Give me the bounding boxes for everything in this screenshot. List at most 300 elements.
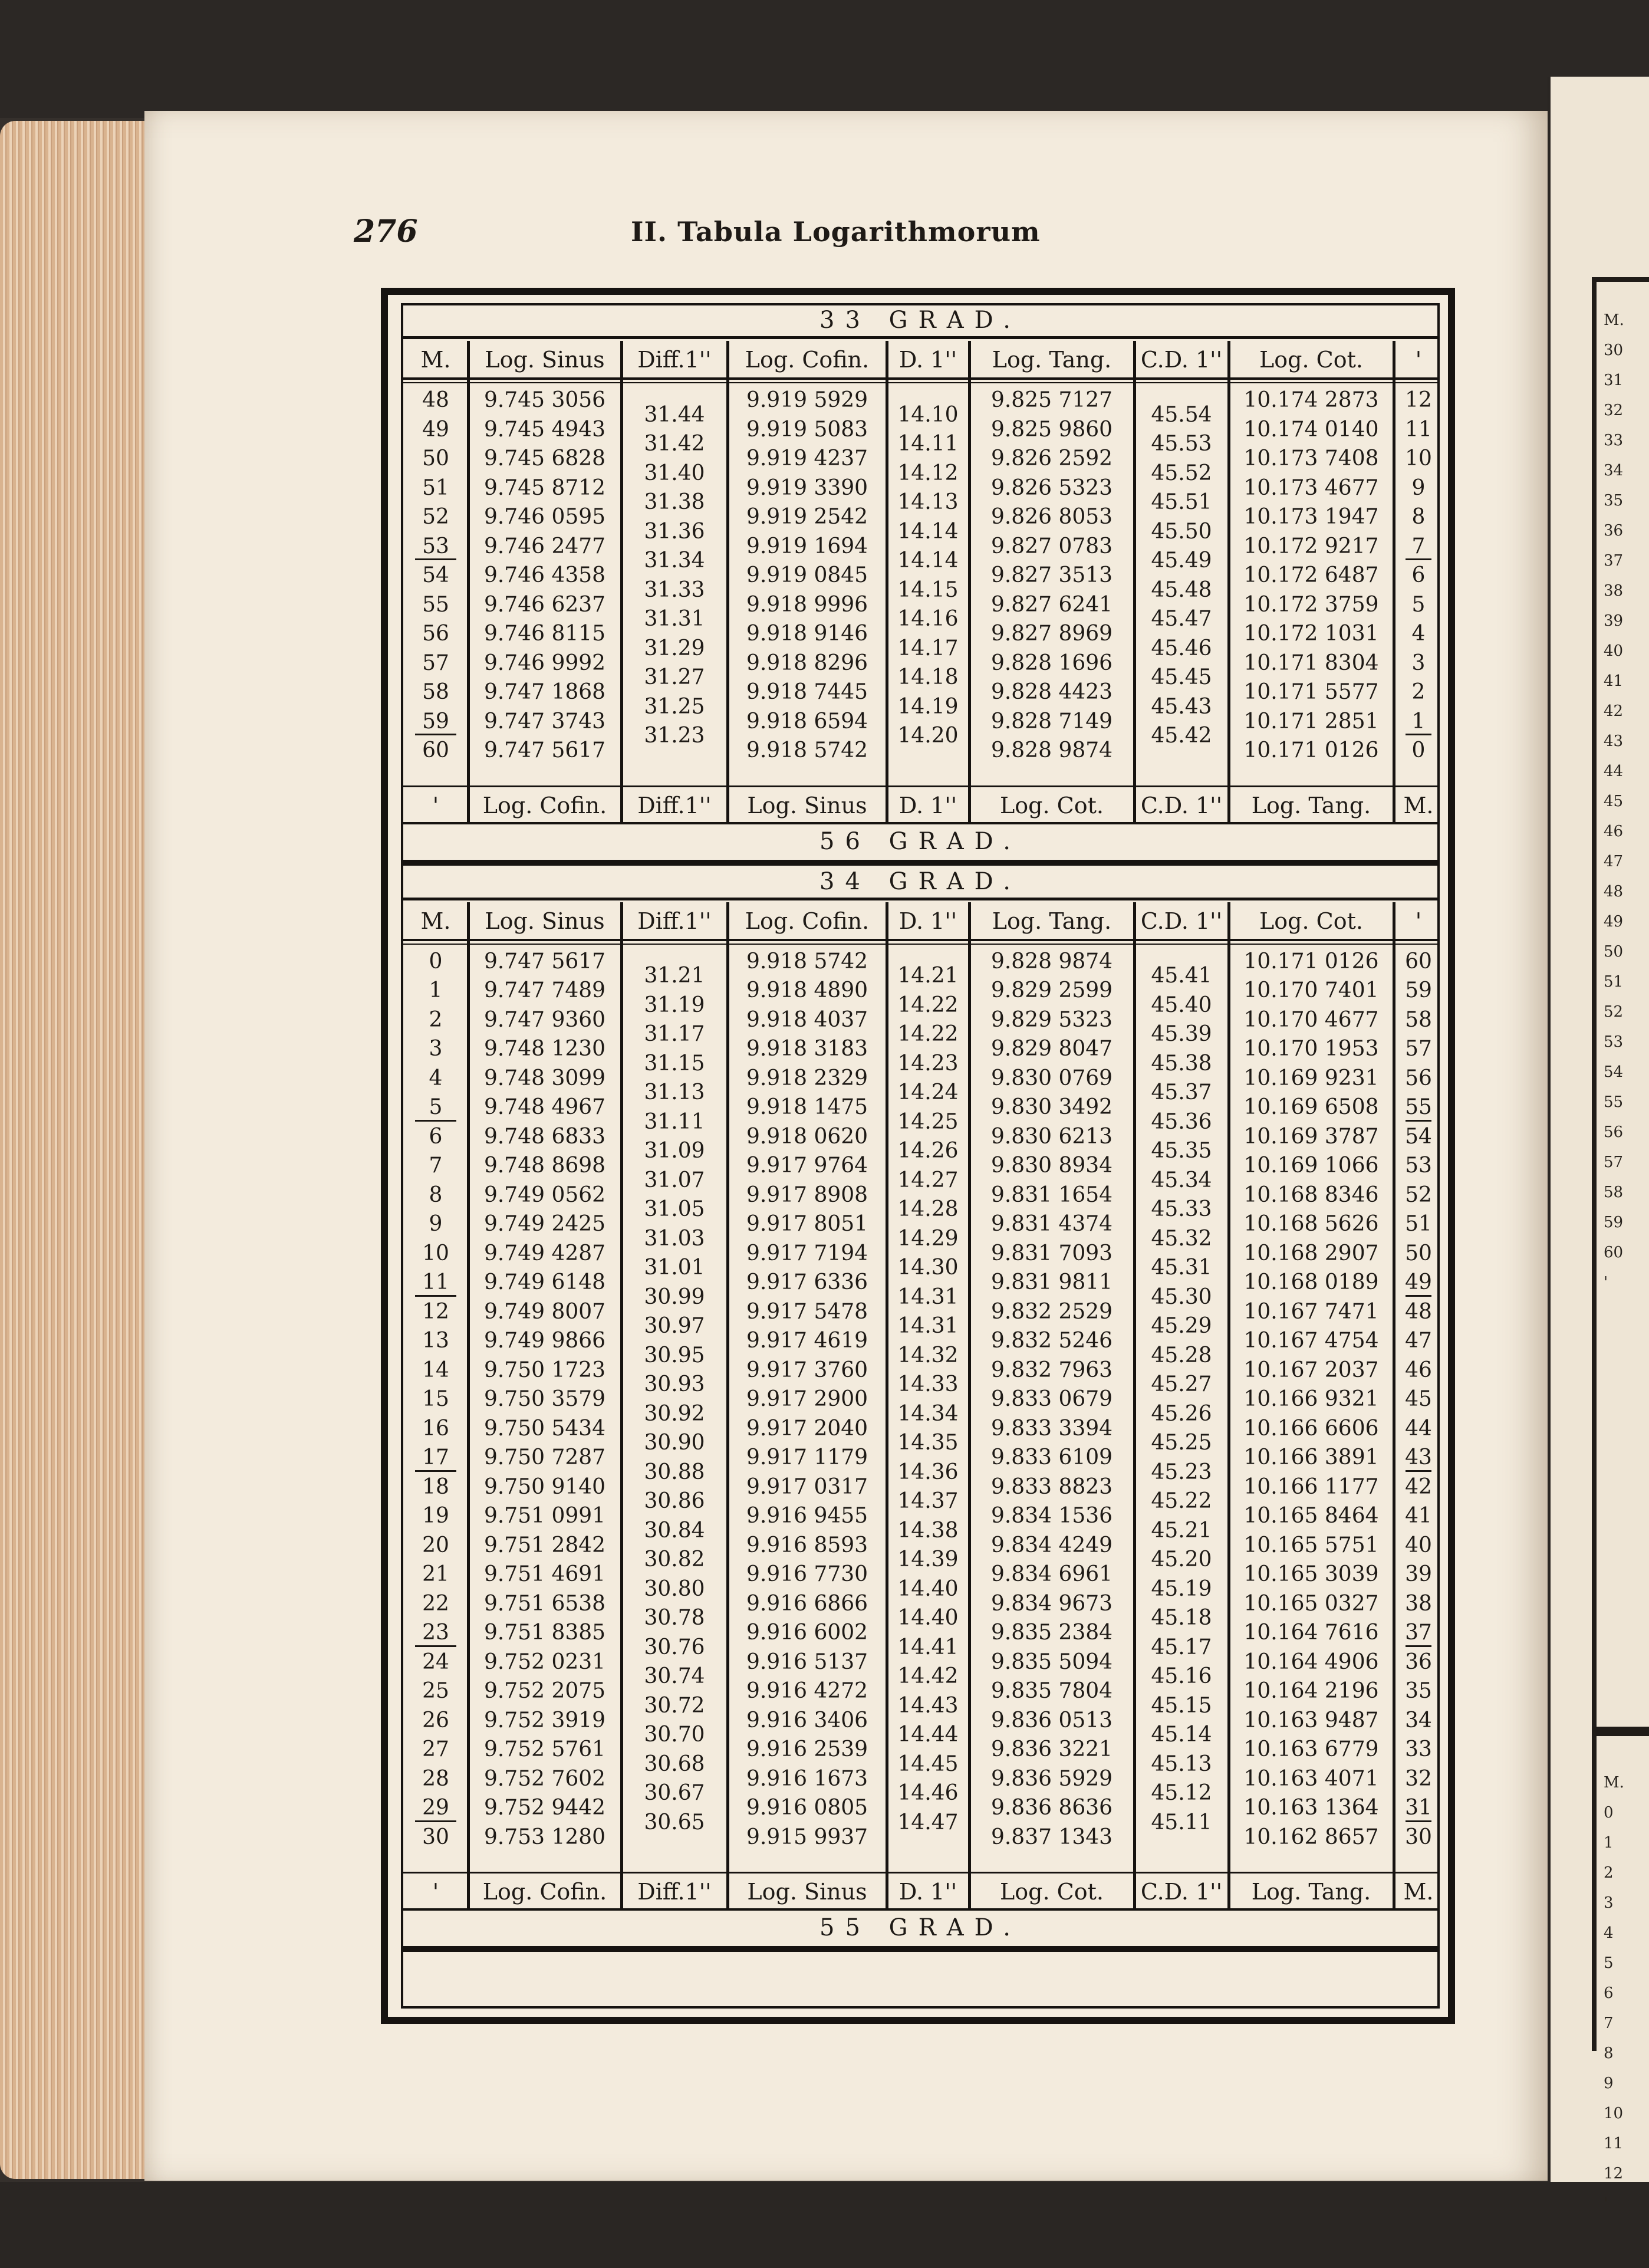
page-number: 276 [354, 213, 418, 249]
log-value-cell: 9.749 8007 [483, 1299, 606, 1324]
facing-minute: 53 [1604, 1033, 1624, 1051]
difference-cell: 45.20 [1151, 1547, 1212, 1572]
log-value-cell: 9.918 8296 [746, 650, 868, 675]
column-header: Log. Cofin. [745, 347, 870, 373]
difference-cell: 14.43 [897, 1693, 959, 1718]
facing-page-fragment [1548, 77, 1649, 2213]
log-value-cell: 9.830 6213 [990, 1124, 1113, 1149]
difference-cell: 14.18 [897, 665, 959, 690]
difference-cell: 31.42 [644, 432, 705, 456]
log-value-cell: 9.831 4374 [990, 1212, 1113, 1236]
complement-minute-cell: 10 [1405, 446, 1432, 471]
difference-cell: 14.15 [897, 577, 959, 602]
difference-cell: 14.41 [897, 1635, 959, 1659]
difference-cell: 30.88 [644, 1460, 705, 1484]
facing-minute: 35 [1604, 492, 1624, 510]
log-value-cell: 9.916 5137 [746, 1649, 868, 1674]
log-value-cell: 10.169 3787 [1243, 1124, 1379, 1149]
column-header: Log. Sinus [485, 908, 605, 934]
difference-cell: 45.40 [1151, 992, 1212, 1017]
log-value-cell: 10.172 6487 [1243, 563, 1379, 587]
facing-minute: 6 [1604, 1984, 1614, 2002]
difference-cell: 14.30 [897, 1255, 959, 1280]
difference-cell: 45.26 [1151, 1401, 1212, 1426]
column-header: Diff.1'' [637, 347, 712, 373]
difference-cell: 45.18 [1151, 1606, 1212, 1631]
column-footer: Log. Cot. [1000, 792, 1104, 819]
facing-minute: 52 [1604, 1003, 1624, 1021]
facing-minute: 32 [1604, 402, 1624, 419]
difference-cell: 31.34 [644, 548, 705, 573]
complement-minute-cell: 38 [1405, 1591, 1432, 1616]
difference-cell: 31.23 [644, 724, 705, 748]
column-header: ' [1415, 908, 1422, 934]
log-value-cell: 10.171 0126 [1243, 949, 1379, 974]
log-value-cell: 10.169 9231 [1243, 1066, 1379, 1090]
complement-minute-cell: 37 [1405, 1621, 1432, 1645]
difference-cell: 30.92 [644, 1401, 705, 1426]
minute-cell: 57 [422, 650, 449, 675]
minute-cell: 16 [422, 1416, 449, 1441]
facing-minute: 30 [1604, 341, 1624, 359]
complement-minute-cell: 1 [1411, 709, 1426, 734]
log-value-cell: 10.164 7616 [1243, 1621, 1379, 1645]
table-section [403, 341, 1437, 822]
log-value-cell: 9.746 2477 [483, 534, 606, 558]
log-value-cell: 9.834 4249 [990, 1533, 1113, 1557]
log-value-cell: 10.165 0327 [1243, 1591, 1379, 1616]
complement-minute-cell: 2 [1411, 680, 1426, 704]
difference-cell: 14.44 [897, 1723, 959, 1747]
difference-cell: 30.95 [644, 1343, 705, 1368]
complement-minute-cell: 48 [1405, 1299, 1432, 1324]
log-value-cell: 10.163 9487 [1243, 1708, 1379, 1733]
table-header [403, 902, 1437, 938]
difference-cell: 45.54 [1151, 402, 1212, 427]
log-value-cell: 9.746 9992 [483, 650, 606, 675]
minute-cell: 1 [429, 978, 443, 1002]
log-value-cell: 9.918 4037 [746, 1007, 868, 1032]
difference-cell: 45.12 [1151, 1781, 1212, 1806]
log-value-cell: 9.915 9937 [746, 1825, 868, 1849]
difference-cell: 45.32 [1151, 1226, 1212, 1251]
log-value-cell: 9.829 2599 [990, 978, 1113, 1002]
complement-minute-cell: 46 [1405, 1357, 1432, 1382]
complement-minute-cell: 58 [1405, 1007, 1432, 1032]
log-value-cell: 9.834 9673 [990, 1591, 1113, 1616]
complement-minute-cell: 51 [1405, 1212, 1432, 1236]
minute-cell: 0 [429, 949, 443, 974]
difference-cell: 30.80 [644, 1576, 705, 1601]
difference-cell: 45.16 [1151, 1664, 1212, 1689]
difference-cell: 14.37 [897, 1489, 959, 1514]
minute-cell: 6 [429, 1124, 443, 1149]
log-value-cell: 10.173 1947 [1243, 505, 1379, 529]
column-header: D. 1'' [898, 347, 957, 373]
log-value-cell: 9.747 1868 [483, 680, 606, 704]
difference-cell: 31.33 [644, 577, 705, 602]
facing-minute: 48 [1604, 883, 1624, 900]
log-value-cell: 10.169 1066 [1243, 1153, 1379, 1178]
difference-cell: 14.40 [897, 1576, 959, 1601]
complement-minute-cell: 59 [1405, 978, 1432, 1002]
complement-minute-cell: 60 [1405, 949, 1432, 974]
log-value-cell: 9.749 6148 [483, 1270, 606, 1294]
complement-minute-cell: 9 [1411, 475, 1426, 500]
facing-minute: 41 [1604, 672, 1624, 690]
minute-cell: 4 [429, 1066, 443, 1090]
complement-minute-cell: 44 [1405, 1416, 1432, 1441]
facing-minute: 1 [1604, 1834, 1614, 1852]
log-value-cell: 10.167 4754 [1243, 1329, 1379, 1353]
column-header: ' [1415, 347, 1422, 373]
log-value-cell: 9.836 3221 [990, 1737, 1113, 1761]
log-value-cell: 9.830 0769 [990, 1066, 1113, 1090]
facing-minute: 34 [1604, 462, 1624, 479]
log-value-cell: 9.828 9874 [990, 949, 1113, 974]
log-value-cell: 9.747 3743 [483, 709, 606, 734]
facing-minute: 59 [1604, 1214, 1624, 1231]
minute-cell: 52 [422, 505, 449, 529]
facing-minute: ' [1604, 1274, 1608, 1291]
difference-cell: 14.26 [897, 1139, 959, 1163]
log-value-cell: 9.747 5617 [483, 949, 606, 974]
log-value-cell: 9.918 1475 [746, 1095, 868, 1119]
log-value-cell: 9.918 2329 [746, 1066, 868, 1090]
log-value-cell: 9.749 9866 [483, 1329, 606, 1353]
log-value-cell: 9.919 3390 [746, 475, 868, 500]
grad-heading-bottom: 55 GRAD. [819, 1914, 1021, 1941]
difference-cell: 14.12 [897, 461, 959, 485]
log-value-cell: 10.167 2037 [1243, 1357, 1379, 1382]
difference-cell: 45.25 [1151, 1431, 1212, 1455]
log-value-cell: 9.745 8712 [483, 475, 606, 500]
row-group-rule [1406, 1645, 1431, 1647]
log-value-cell: 9.917 9764 [746, 1153, 868, 1178]
difference-cell: 14.13 [897, 490, 959, 515]
complement-minute-cell: 32 [1405, 1766, 1432, 1791]
log-value-cell: 9.836 8636 [990, 1796, 1113, 1820]
header-rule [403, 377, 1437, 380]
log-value-cell: 9.830 8934 [990, 1153, 1113, 1178]
difference-cell: 14.45 [897, 1751, 959, 1776]
difference-cell: 14.22 [897, 992, 959, 1017]
header-rule [403, 939, 1437, 941]
log-value-cell: 9.748 6833 [483, 1124, 606, 1149]
row-group-rule [1406, 1820, 1431, 1822]
log-value-cell: 9.747 7489 [483, 978, 606, 1002]
difference-cell: 31.09 [644, 1139, 705, 1163]
log-value-cell: 9.828 9874 [990, 738, 1113, 762]
complement-minute-cell: 40 [1405, 1533, 1432, 1557]
log-value-cell: 9.825 9860 [990, 417, 1113, 442]
rule [403, 822, 1437, 824]
facing-minute: 55 [1604, 1093, 1624, 1111]
column-footer: C.D. 1'' [1140, 792, 1223, 819]
complement-minute-cell: 6 [1411, 563, 1426, 587]
log-value-cell: 9.752 3919 [483, 1708, 606, 1733]
log-value-cell: 10.168 5626 [1243, 1212, 1379, 1236]
difference-cell: 45.53 [1151, 432, 1212, 456]
facing-minute: 51 [1604, 973, 1624, 991]
minute-cell: 21 [422, 1562, 449, 1586]
difference-cell: 45.27 [1151, 1372, 1212, 1397]
complement-minute-cell: 34 [1405, 1708, 1432, 1733]
complement-minute-cell: 54 [1405, 1124, 1432, 1149]
log-value-cell: 10.166 6606 [1243, 1416, 1379, 1441]
log-value-cell: 9.832 5246 [990, 1329, 1113, 1353]
column-footer: Log. Tang. [1251, 1879, 1371, 1905]
facing-minute: 46 [1604, 823, 1624, 840]
difference-cell: 14.14 [897, 548, 959, 573]
difference-cell: 45.21 [1151, 1518, 1212, 1543]
facing-minute: 38 [1604, 582, 1624, 600]
minute-cell: 7 [429, 1153, 443, 1178]
log-value-cell: 9.747 9360 [483, 1007, 606, 1032]
log-value-cell: 9.751 4691 [483, 1562, 606, 1586]
column-header: Log. Cot. [1259, 347, 1363, 373]
log-value-cell: 9.830 3492 [990, 1095, 1113, 1119]
rule [403, 1946, 1437, 1952]
row-group-rule [1406, 558, 1431, 560]
log-value-cell: 9.918 5742 [746, 738, 868, 762]
column-header: Log. Sinus [485, 347, 605, 373]
difference-cell: 14.16 [897, 607, 959, 632]
log-value-cell: 9.917 7194 [746, 1241, 868, 1266]
difference-cell: 14.20 [897, 724, 959, 748]
complement-minute-cell: 49 [1405, 1270, 1432, 1294]
complement-minute-cell: 57 [1405, 1037, 1432, 1061]
complement-minute-cell: 31 [1405, 1796, 1432, 1820]
log-value-cell: 10.168 0189 [1243, 1270, 1379, 1294]
difference-cell: 14.14 [897, 519, 959, 544]
log-value-cell: 9.745 4943 [483, 417, 606, 442]
column-footer: Log. Cofin. [482, 1879, 607, 1905]
book-page-edges [0, 121, 147, 2179]
log-value-cell: 9.825 7127 [990, 388, 1113, 412]
column-footer: ' [432, 1879, 439, 1905]
difference-cell: 31.19 [644, 992, 705, 1017]
header-rule [403, 944, 1437, 945]
log-value-cell: 10.172 3759 [1243, 592, 1379, 617]
difference-cell: 31.05 [644, 1197, 705, 1222]
difference-cell: 45.34 [1151, 1168, 1212, 1192]
difference-cell: 31.25 [644, 694, 705, 719]
difference-cell: 30.90 [644, 1431, 705, 1455]
column-footer: D. 1'' [898, 792, 957, 819]
minute-cell: 18 [422, 1474, 449, 1499]
difference-cell: 14.32 [897, 1343, 959, 1368]
difference-cell: 14.31 [897, 1284, 959, 1309]
log-value-cell: 10.165 3039 [1243, 1562, 1379, 1586]
difference-cell: 30.74 [644, 1664, 705, 1689]
column-header: C.D. 1'' [1140, 347, 1223, 373]
column-header: D. 1'' [898, 908, 957, 934]
complement-minute-cell: 53 [1405, 1153, 1432, 1178]
difference-cell: 45.19 [1151, 1576, 1212, 1601]
facing-minute: ' [1604, 2195, 1608, 2213]
difference-cell: 45.35 [1151, 1139, 1212, 1163]
complement-minute-cell: 4 [1411, 622, 1426, 646]
log-value-cell: 9.916 4272 [746, 1679, 868, 1703]
log-value-cell: 10.163 4071 [1243, 1766, 1379, 1791]
log-value-cell: 9.916 0805 [746, 1796, 868, 1820]
difference-cell: 31.31 [644, 607, 705, 632]
facing-upper-minutes [1604, 305, 1624, 1298]
column-header: Log. Tang. [992, 347, 1112, 373]
complement-minute-cell: 45 [1405, 1387, 1432, 1411]
log-value-cell: 9.833 3394 [990, 1416, 1113, 1441]
log-value-cell: 9.826 5323 [990, 475, 1113, 500]
complement-minute-cell: 3 [1411, 650, 1426, 675]
log-value-cell: 9.919 2542 [746, 505, 868, 529]
facing-minute: 31 [1604, 372, 1624, 389]
table-footer [403, 787, 1437, 822]
log-value-cell: 9.752 7602 [483, 1766, 606, 1791]
minute-cell: 53 [422, 534, 449, 558]
log-value-cell: 9.918 3183 [746, 1037, 868, 1061]
difference-cell: 45.22 [1151, 1489, 1212, 1514]
log-value-cell: 9.752 0231 [483, 1649, 606, 1674]
difference-cell: 45.33 [1151, 1197, 1212, 1222]
complement-minute-cell: 5 [1411, 592, 1426, 617]
background-bottom [0, 2182, 1649, 2268]
log-value-cell: 9.827 0783 [990, 534, 1113, 558]
log-value-cell: 9.750 5434 [483, 1416, 606, 1441]
difference-cell: 30.78 [644, 1606, 705, 1631]
column-header: Log. Tang. [992, 908, 1112, 934]
log-value-cell: 9.917 1179 [746, 1445, 868, 1470]
facing-minute: 36 [1604, 522, 1624, 540]
difference-cell: 14.33 [897, 1372, 959, 1397]
complement-minute-cell: 11 [1405, 417, 1432, 442]
facing-minute: 9 [1604, 2075, 1614, 2092]
log-value-cell: 9.834 1536 [990, 1504, 1113, 1528]
log-value-cell: 9.826 8053 [990, 505, 1113, 529]
difference-cell: 30.97 [644, 1314, 705, 1339]
log-value-cell: 9.749 4287 [483, 1241, 606, 1266]
page-title: II. Tabula Logarithmorum [631, 216, 1041, 248]
difference-cell: 14.17 [897, 636, 959, 660]
facing-minute: 12 [1604, 2165, 1624, 2182]
log-value-cell: 10.170 7401 [1243, 978, 1379, 1002]
log-value-cell: 9.917 0317 [746, 1474, 868, 1499]
log-value-cell: 9.917 2900 [746, 1387, 868, 1411]
difference-cell: 45.41 [1151, 964, 1212, 988]
log-value-cell: 9.831 9811 [990, 1270, 1113, 1294]
facing-minute: 37 [1604, 552, 1624, 570]
difference-cell: 45.38 [1151, 1051, 1212, 1076]
difference-cell: 30.99 [644, 1284, 705, 1309]
grad-heading-top: 33 GRAD. [819, 307, 1021, 334]
facing-minute: 44 [1604, 762, 1624, 780]
log-value-cell: 10.171 8304 [1243, 650, 1379, 675]
facing-minute: 40 [1604, 642, 1624, 660]
complement-minute-cell: 35 [1405, 1679, 1432, 1703]
facing-minute: 58 [1604, 1184, 1624, 1201]
row-group-rule [415, 1295, 456, 1297]
facing-table-fragment [1592, 277, 1649, 2213]
log-value-cell: 9.750 7287 [483, 1445, 606, 1470]
row-group-rule [415, 1120, 456, 1122]
facing-minute: 49 [1604, 913, 1624, 931]
complement-minute-cell: 8 [1411, 505, 1426, 529]
minute-cell: 27 [422, 1737, 449, 1761]
complement-minute-cell: 39 [1405, 1562, 1432, 1586]
facing-minute: 43 [1604, 732, 1624, 750]
column-footer: Log. Cofin. [482, 792, 607, 819]
minute-cell: 11 [422, 1270, 449, 1294]
log-value-cell: 9.918 6594 [746, 709, 868, 734]
log-value-cell: 9.752 9442 [483, 1796, 606, 1820]
difference-cell: 31.21 [644, 964, 705, 988]
log-value-cell: 9.917 8051 [746, 1212, 868, 1236]
log-value-cell: 9.750 1723 [483, 1357, 606, 1382]
log-value-cell: 9.751 0991 [483, 1504, 606, 1528]
difference-cell: 31.17 [644, 1022, 705, 1047]
complement-minute-cell: 12 [1405, 388, 1432, 412]
log-value-cell: 10.171 5577 [1243, 680, 1379, 704]
column-footer: Log. Sinus [747, 1879, 867, 1905]
log-value-cell: 10.166 3891 [1243, 1445, 1379, 1470]
log-value-cell: 9.917 6336 [746, 1270, 868, 1294]
background-top [0, 0, 1649, 118]
difference-cell: 14.11 [897, 432, 959, 456]
log-value-cell: 9.916 1673 [746, 1766, 868, 1791]
log-value-cell: 9.828 4423 [990, 680, 1113, 704]
minute-cell: 10 [422, 1241, 449, 1266]
complement-minute-cell: 50 [1405, 1241, 1432, 1266]
difference-cell: 45.39 [1151, 1022, 1212, 1047]
log-value-cell: 9.836 5929 [990, 1766, 1113, 1791]
difference-cell: 45.28 [1151, 1343, 1212, 1368]
difference-cell: 14.29 [897, 1226, 959, 1251]
log-value-cell: 9.745 3056 [483, 388, 606, 412]
facing-minute: 60 [1604, 1244, 1624, 1261]
log-value-cell: 9.918 7445 [746, 680, 868, 704]
log-value-cell: 9.916 3406 [746, 1708, 868, 1733]
minute-cell: 13 [422, 1329, 449, 1353]
log-value-cell: 9.748 8698 [483, 1153, 606, 1178]
column-footer: Diff.1'' [637, 792, 712, 819]
log-value-cell: 9.828 7149 [990, 709, 1113, 734]
difference-cell: 45.31 [1151, 1255, 1212, 1280]
rule [403, 860, 1437, 866]
log-value-cell: 9.919 5929 [746, 388, 868, 412]
facing-minute: 7 [1604, 2014, 1614, 2032]
log-value-cell: 9.918 0620 [746, 1124, 868, 1149]
log-value-cell: 9.752 2075 [483, 1679, 606, 1703]
log-value-cell: 9.834 6961 [990, 1562, 1113, 1586]
difference-cell: 30.72 [644, 1693, 705, 1718]
difference-cell: 45.13 [1151, 1751, 1212, 1776]
log-value-cell: 10.167 7471 [1243, 1299, 1379, 1324]
minute-cell: 55 [422, 592, 449, 617]
difference-cell: 30.65 [644, 1810, 705, 1835]
difference-cell: 45.23 [1151, 1460, 1212, 1484]
minute-cell: 50 [422, 446, 449, 471]
row-group-rule [415, 1820, 456, 1822]
minute-cell: 23 [422, 1621, 449, 1645]
log-value-cell: 9.916 2539 [746, 1737, 868, 1761]
difference-cell: 14.36 [897, 1460, 959, 1484]
difference-cell: 14.24 [897, 1080, 959, 1105]
log-value-cell: 9.750 3579 [483, 1387, 606, 1411]
difference-cell: 45.43 [1151, 694, 1212, 719]
difference-cell: 45.36 [1151, 1109, 1212, 1134]
difference-cell: 31.27 [644, 665, 705, 690]
difference-cell: 14.46 [897, 1781, 959, 1806]
